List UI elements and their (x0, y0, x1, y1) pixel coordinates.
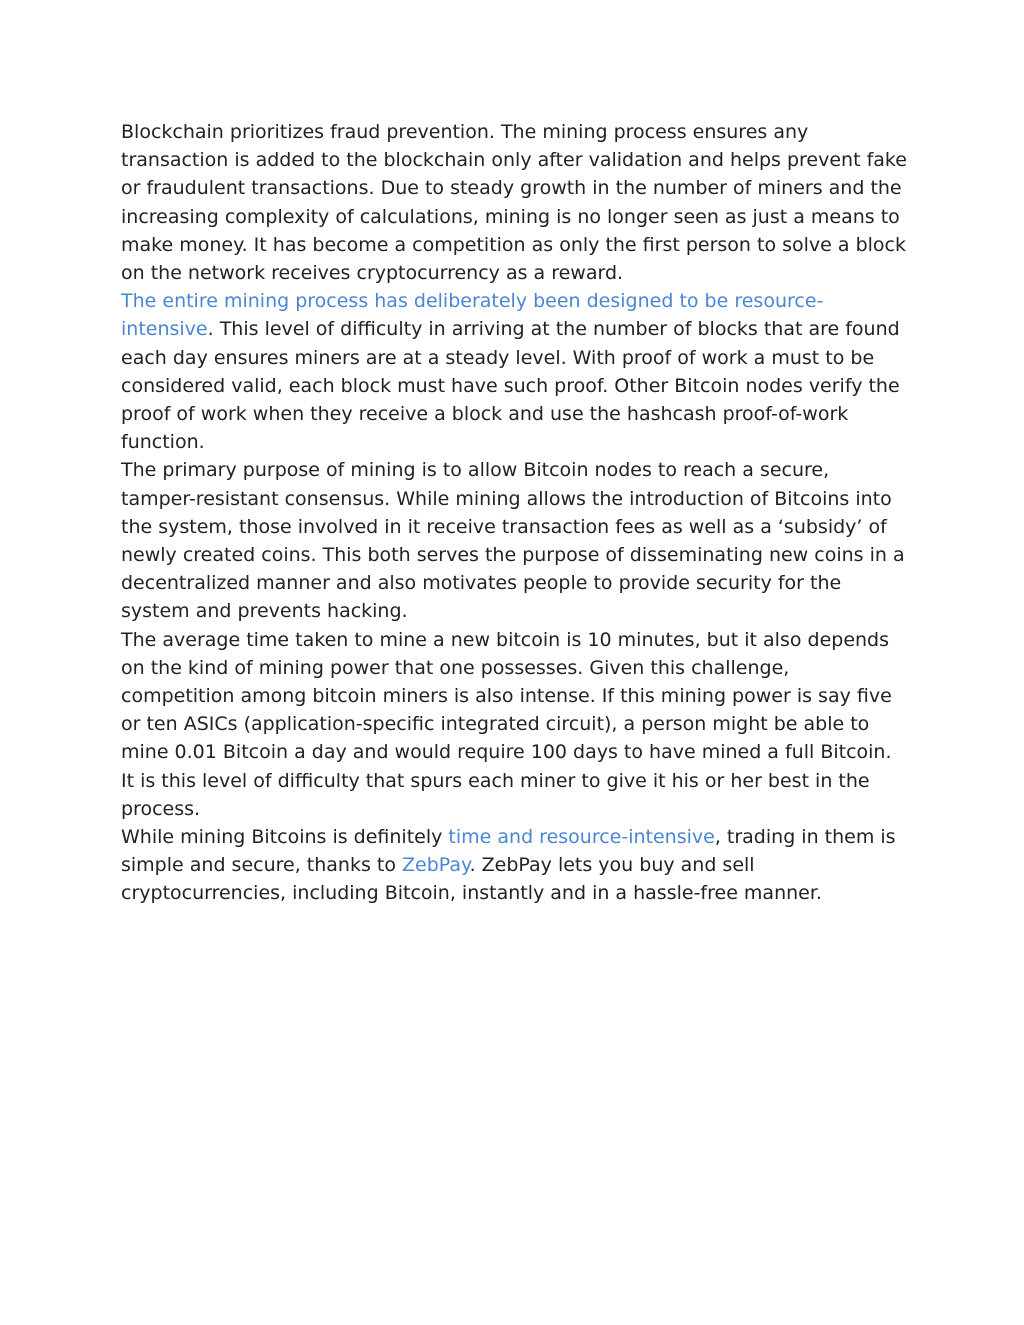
paragraph-text: While mining Bitcoins is definitely (121, 826, 449, 849)
paragraph-resource-intensive (121, 287, 907, 456)
link-mining-process[interactable]: The entire mining process has deliberately been designed to be resource-intensive (121, 290, 824, 341)
link-time-and-resource-intensive[interactable]: time and resource-intensive (448, 826, 715, 849)
link-zebpay[interactable]: ZebPay (402, 854, 470, 877)
paragraph-average-time (121, 626, 907, 823)
paragraph-text: , trading in them is simple and secure, thanks to (121, 826, 896, 877)
paragraph-text: The average time taken to mine a new bitcoin is 10 minutes, but it also depends on the kind of mining power that one possesses. Given this challenge, competition among bitcoin miners is also intense. If this mining power is say five or ten ASICs (application-specific integrated circuit), a person might be able to mine 0.01 Bitcoin a day and would require 100 days to have mined a full Bitcoin. It is this level of difficulty that spurs each miner to give it his or her best in the process. (121, 628, 892, 820)
paragraph-text: The primary purpose of mining is to allow Bitcoin nodes to reach a secure, tamper-resistant consensus. While mining allows the introduction of Bitcoins into the system, those involved in it receive transaction fees as well as a ‘subsidy’ of newly created coins. This both serves the purpose of disseminating new coins in a decentralized manner and also motivates people to provide security for the system and prevents hacking. (121, 459, 905, 623)
paragraph-trading (121, 823, 907, 908)
paragraph-text: . ZebPay lets you buy and sell cryptocurrencies, including Bitcoin, instantly and in a hassle-free manner. (121, 854, 822, 905)
paragraph-fraud-prevention (121, 118, 907, 287)
paragraph-text: . This level of difficulty in arriving at the number of blocks that are found each day ensures miners are at a steady level. With proof of work a must to be considered valid, each block must have such proof. Other Bitcoin nodes verify the proof of work when they receive a block and use the hashcash proof-of-work function. (121, 318, 900, 454)
document-body (121, 118, 907, 908)
paragraph-primary-purpose (121, 456, 907, 625)
paragraph-text: Blockchain prioritizes fraud prevention. The mining process ensures any transaction is added to the blockchain only after validation and helps prevent fake or fraudulent transactions. Due to steady growth in the number of miners and the increasing complexity of calculations, mining is no longer seen as just a means to make money. It has become a competition as only the first person to solve a block on the network receives cryptocurrency as a reward. (121, 121, 907, 285)
